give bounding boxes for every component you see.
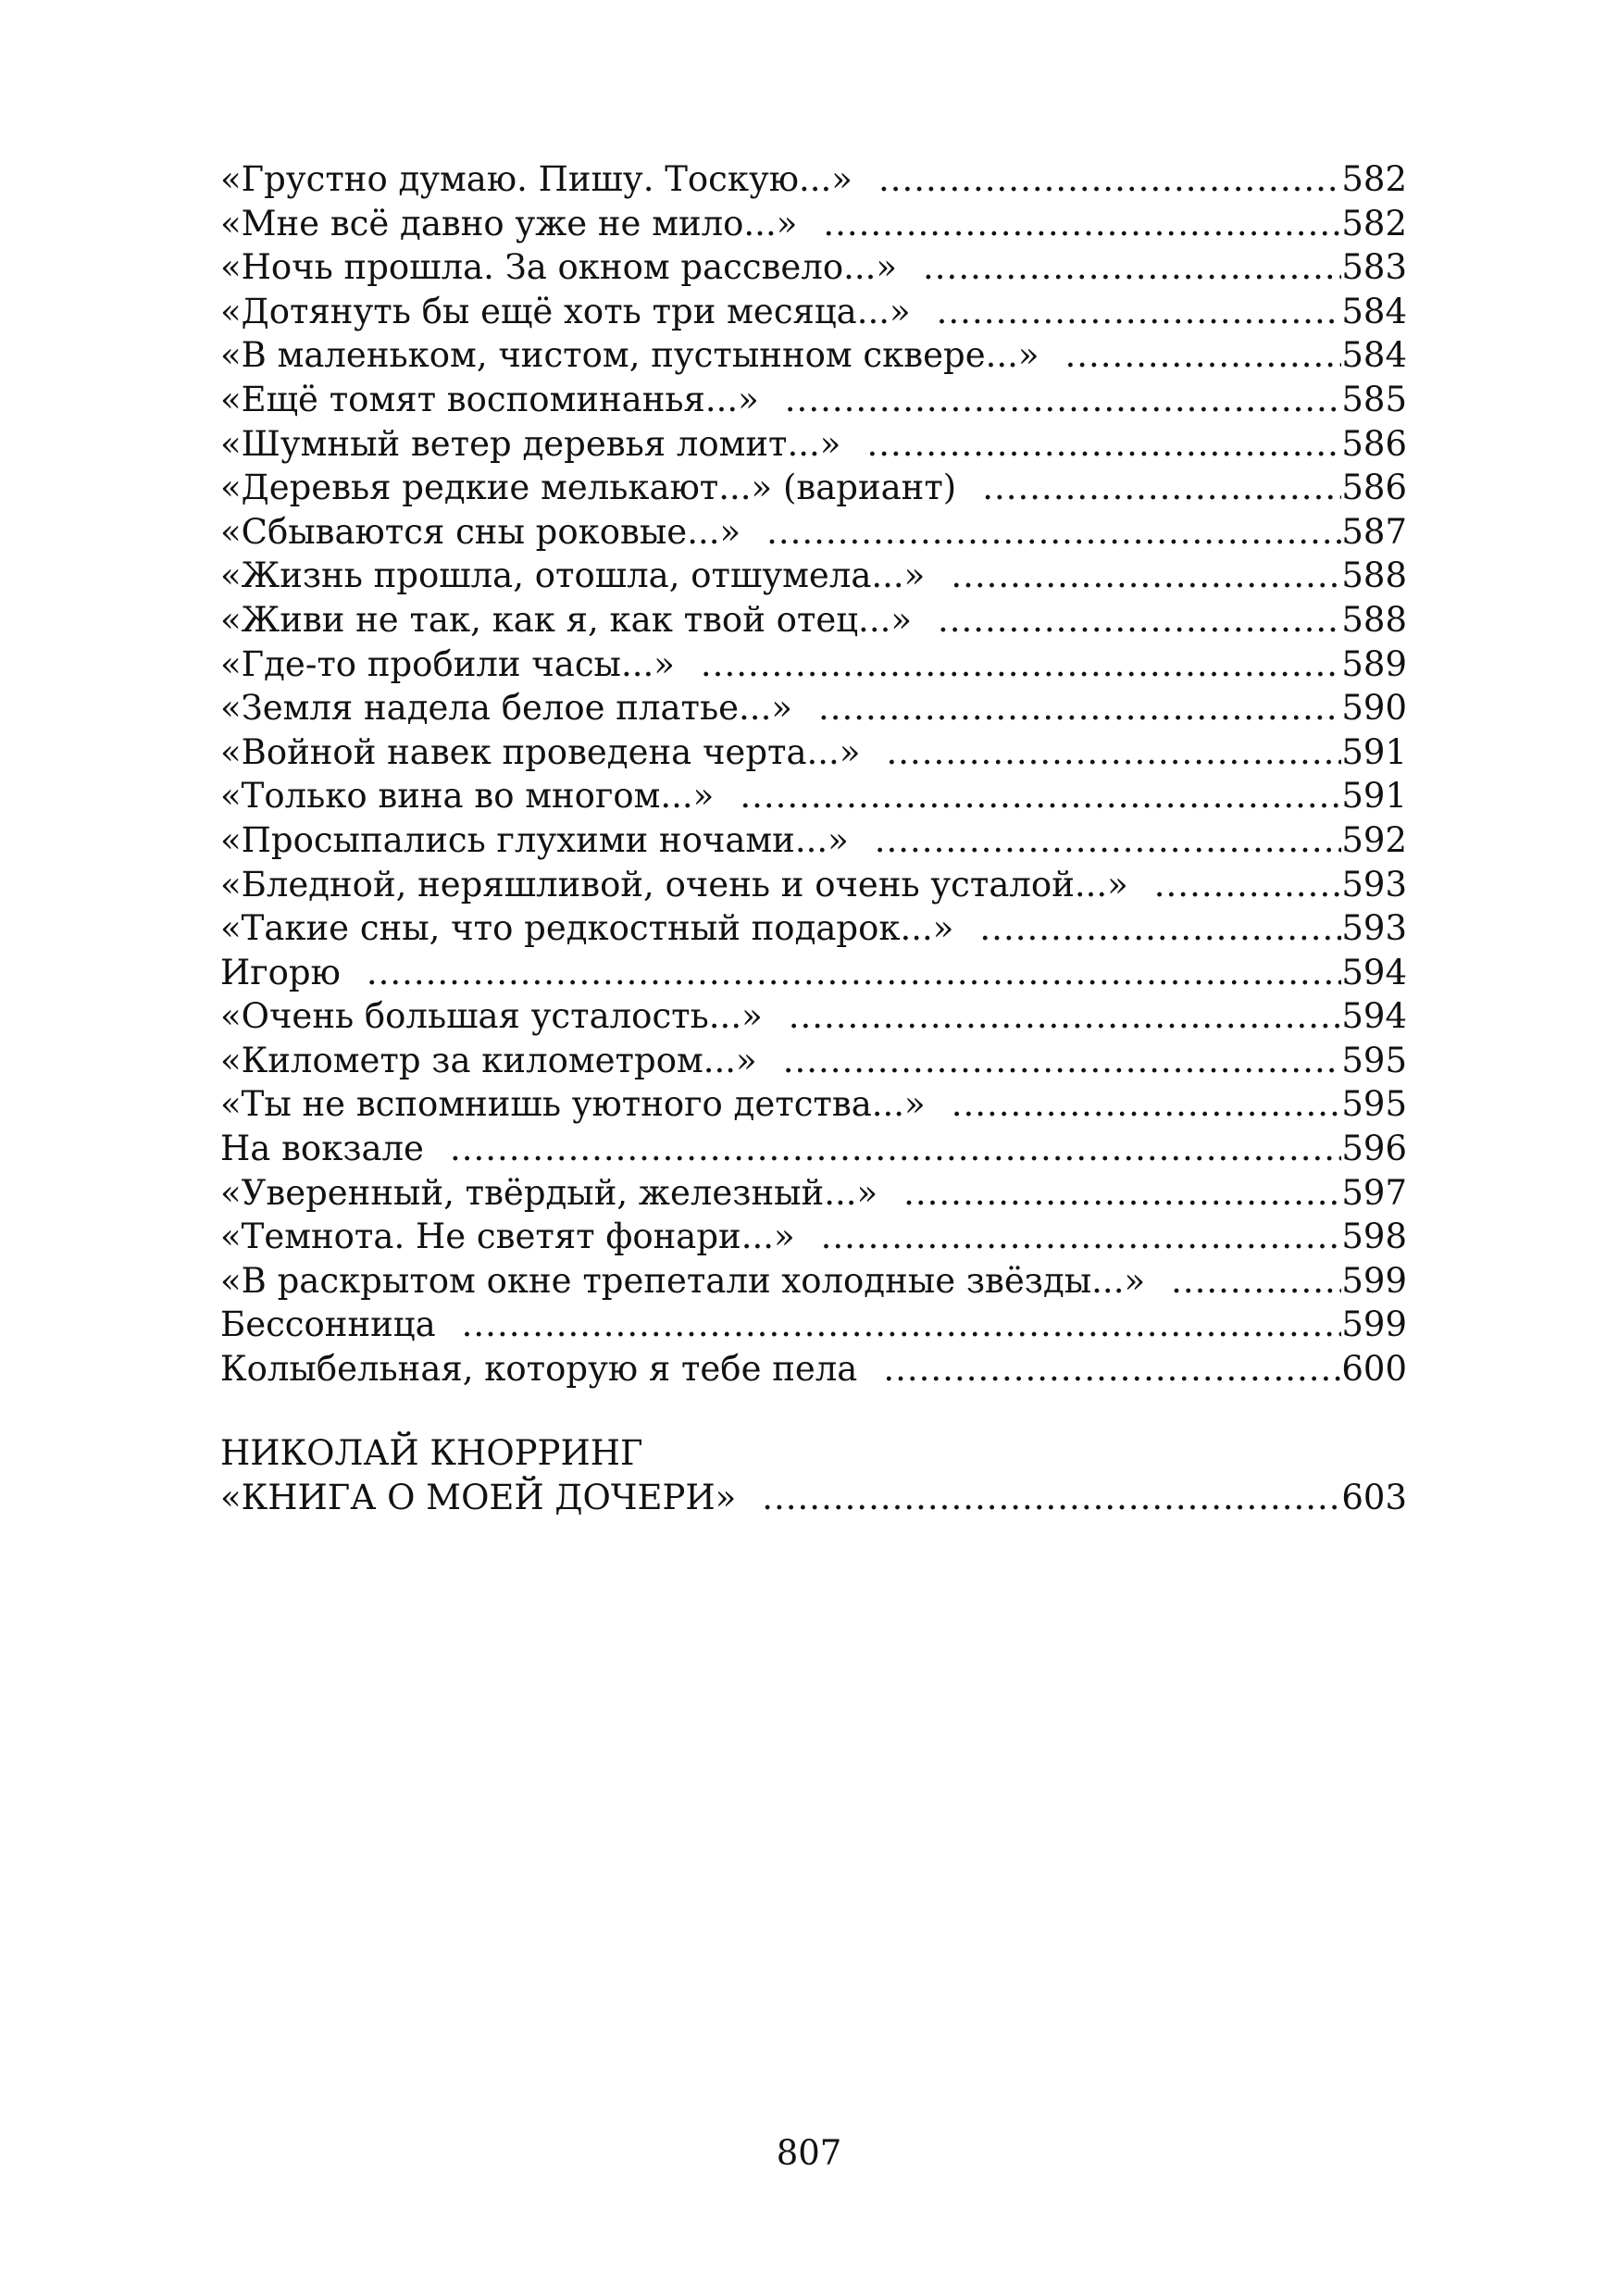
toc-entry-title: «Живи не так, как я, как твой отец...» — [220, 599, 912, 640]
toc-entry-page: 592 — [1341, 819, 1407, 860]
toc-entry-page: 588 — [1341, 555, 1407, 596]
toc-entry-page: 585 — [1341, 379, 1407, 419]
toc-entry — [220, 730, 1407, 775]
dot-leader — [789, 994, 1342, 1039]
toc-entry-page: 593 — [1341, 908, 1407, 949]
toc-entry-title: На вокзале — [220, 1129, 424, 1169]
dot-leader — [785, 378, 1342, 422]
toc-entry-page: 603 — [1341, 1477, 1407, 1517]
dot-leader — [937, 290, 1342, 334]
dot-leader — [878, 157, 1341, 202]
toc-entry — [220, 951, 1407, 995]
toc-entry-title: Игорю — [220, 952, 341, 992]
page-number: 807 — [776, 2133, 842, 2173]
toc-entry — [220, 1171, 1407, 1216]
dot-leader — [1171, 1259, 1341, 1304]
toc-entry — [220, 157, 1407, 202]
dot-leader — [951, 554, 1341, 598]
dot-leader — [766, 510, 1341, 555]
dot-leader — [903, 1171, 1341, 1216]
toc-entry-title: «Сбываются сны роковые...» — [220, 511, 741, 552]
toc-entry-page: 591 — [1341, 776, 1407, 817]
toc-entry-title: «Километр за километром...» — [220, 1040, 757, 1080]
toc-entry-page: 595 — [1341, 1084, 1407, 1125]
dot-leader — [462, 1303, 1342, 1347]
toc-entry-title: «В раскрытом окне трепетали холодные звёзды...» — [220, 1260, 1146, 1301]
dot-leader — [818, 686, 1341, 730]
toc-entry — [220, 1303, 1407, 1347]
toc-entry — [220, 554, 1407, 598]
dot-leader — [367, 951, 1342, 995]
toc-entry-title: «Просыпались глухими ночами...» — [220, 819, 849, 860]
toc-entry — [220, 378, 1407, 422]
toc-entry — [220, 1347, 1407, 1391]
toc-entry-page: 589 — [1341, 643, 1407, 684]
dot-leader — [883, 1347, 1341, 1391]
toc-entry-title: «Дотянуть бы ещё хоть три месяца...» — [220, 291, 911, 331]
author-section — [220, 1431, 1407, 1519]
dot-leader — [762, 1476, 1341, 1520]
toc-entry-title: «Грустно думаю. Пишу. Тоскую...» — [220, 159, 853, 199]
toc-entry-page: 599 — [1341, 1260, 1407, 1301]
toc-entry-page: 595 — [1341, 1040, 1407, 1080]
toc-entry — [220, 774, 1407, 818]
toc-entry — [220, 906, 1407, 951]
dot-leader — [1065, 333, 1342, 378]
toc-entry-page: 584 — [1341, 335, 1407, 376]
toc-entry-title: Колыбельная, которую я тебе пела — [220, 1349, 858, 1390]
toc-entry-page: 586 — [1341, 423, 1407, 464]
toc-entry — [220, 333, 1407, 378]
toc-entry-title: «Очень большая усталость...» — [220, 996, 763, 1037]
toc-entry-title: «Ещё томят воспоминанья...» — [220, 379, 759, 419]
toc-entry-title: «Уверенный, твёрдый, железный...» — [220, 1172, 878, 1213]
toc-entry-title: «Ночь прошла. За окном рассвело...» — [220, 247, 898, 288]
toc-entry-title: «Земля надела белое платье...» — [220, 688, 792, 729]
dot-leader — [701, 643, 1341, 687]
toc-entry — [220, 643, 1407, 687]
toc-entry-page: 594 — [1341, 952, 1407, 992]
toc-entry — [220, 863, 1407, 907]
dot-leader — [866, 422, 1341, 467]
toc-entry-page: 587 — [1341, 511, 1407, 552]
toc-entry-page: 591 — [1341, 731, 1407, 772]
dot-leader — [886, 730, 1341, 775]
toc-entry — [220, 1082, 1407, 1127]
dot-leader — [823, 202, 1341, 246]
toc-entry — [220, 245, 1407, 290]
toc-entry-title: «Темнота. Не светят фонари...» — [220, 1217, 795, 1257]
dot-leader — [740, 774, 1341, 818]
toc-entry-page: 600 — [1341, 1349, 1407, 1390]
toc-entry-title: Бессонница — [220, 1304, 436, 1345]
dot-leader — [923, 245, 1341, 290]
toc-entry-page: 598 — [1341, 1217, 1407, 1257]
toc-entry — [220, 1476, 1407, 1520]
toc-entry-title: «В маленьком, чистом, пустынном сквере...» — [220, 335, 1039, 376]
toc-entry — [220, 466, 1407, 510]
dot-leader — [979, 906, 1341, 951]
toc-entry-title: «Ты не вспомнишь уютного детства...» — [220, 1084, 926, 1125]
dot-leader — [1154, 863, 1342, 907]
toc-entry-page: 582 — [1341, 203, 1407, 243]
toc-entry-title: «Жизнь прошла, отошла, отшумела...» — [220, 555, 926, 596]
dot-leader — [821, 1215, 1342, 1259]
toc-entry-title: «Бледной, неряшливой, очень и очень усталой...» — [220, 864, 1128, 905]
toc-entry — [220, 202, 1407, 246]
dot-leader — [982, 466, 1341, 510]
author-name: НИКОЛАЙ КНОРРИНГ — [220, 1433, 643, 1473]
toc-entry — [220, 1215, 1407, 1259]
toc-entry-page: 584 — [1341, 291, 1407, 331]
toc-entry-title: «Войной навек проведена черта...» — [220, 731, 861, 772]
toc-entry — [220, 686, 1407, 730]
toc-entry-page: 594 — [1341, 996, 1407, 1037]
toc-entry-title: «Где-то пробили часы...» — [220, 643, 675, 684]
toc-entry-title: «Деревья редкие мелькают...» (вариант) — [220, 468, 957, 508]
toc-entry-title: «Мне всё давно уже не мило...» — [220, 203, 798, 243]
dot-leader — [938, 598, 1341, 643]
toc-entry-title: «Такие сны, что редкостный подарок...» — [220, 908, 954, 949]
table-of-contents — [220, 157, 1407, 1391]
toc-entry-page: 597 — [1341, 1172, 1407, 1213]
toc-entry — [220, 290, 1407, 334]
toc-entry — [220, 1039, 1407, 1083]
toc-entry-page: 586 — [1341, 468, 1407, 508]
toc-entry-page: 590 — [1341, 688, 1407, 729]
dot-leader — [875, 818, 1342, 863]
dot-leader — [952, 1082, 1342, 1127]
toc-entry — [220, 818, 1407, 863]
toc-entry — [220, 1259, 1407, 1304]
toc-entry — [220, 510, 1407, 555]
toc-entry-page: 582 — [1341, 159, 1407, 199]
toc-entry-title: «Шумный ветер деревья ломит...» — [220, 423, 841, 464]
toc-entry — [220, 1127, 1407, 1171]
toc-entry-title: «Только вина во многом...» — [220, 776, 715, 817]
toc-entry-page: 583 — [1341, 247, 1407, 288]
toc-entry-page: 596 — [1341, 1129, 1407, 1169]
toc-entry — [220, 422, 1407, 467]
dot-leader — [450, 1127, 1341, 1171]
toc-entry-page: 593 — [1341, 864, 1407, 905]
toc-entry — [220, 598, 1407, 643]
dot-leader — [783, 1039, 1342, 1083]
toc-entry-page: 588 — [1341, 599, 1407, 640]
toc-entry — [220, 994, 1407, 1039]
toc-entry-title: «КНИГА О МОЕЙ ДОЧЕРИ» — [220, 1477, 737, 1517]
toc-entry-page: 599 — [1341, 1304, 1407, 1345]
